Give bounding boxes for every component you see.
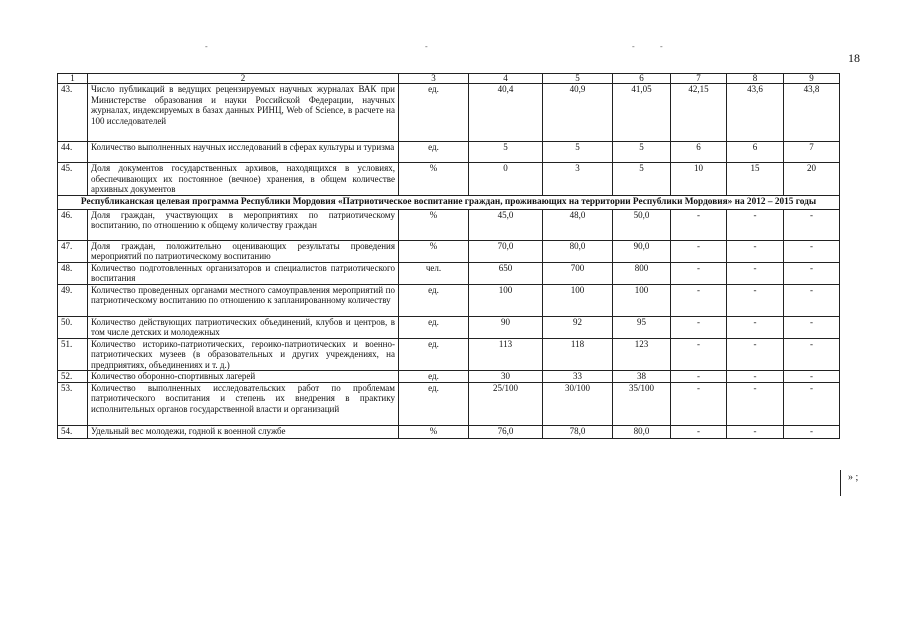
unit-cell: % bbox=[399, 425, 469, 438]
row-number-cell: 53. bbox=[58, 382, 88, 425]
scan-mark: - bbox=[205, 42, 208, 51]
table-row bbox=[58, 262, 840, 284]
unit-cell: ед. bbox=[399, 338, 469, 371]
unit-cell: % bbox=[399, 209, 469, 240]
value-cell: 30/100 bbox=[543, 382, 613, 425]
value-cell: 0 bbox=[469, 163, 543, 196]
row-number-cell: 43. bbox=[58, 84, 88, 142]
value-cell: 5 bbox=[543, 142, 613, 163]
value-cell: 90,0 bbox=[613, 240, 671, 262]
table-row bbox=[58, 84, 840, 142]
value-cell: 40,9 bbox=[543, 84, 613, 142]
value-cell: 5 bbox=[469, 142, 543, 163]
table-row bbox=[58, 371, 840, 383]
unit-cell: ед. bbox=[399, 284, 469, 316]
value-cell: 700 bbox=[543, 262, 613, 284]
indicator-name-cell: Количество выполненных исследовательских работ по проблемам патриотического воспитания и степень их внедрения в практику исполнительных органов государственной власти и организаций bbox=[88, 382, 399, 425]
value-cell: 70,0 bbox=[469, 240, 543, 262]
value-cell: 20 bbox=[784, 163, 840, 196]
row-number-cell: 54. bbox=[58, 425, 88, 438]
table-header-row bbox=[58, 74, 840, 84]
value-cell: 80,0 bbox=[543, 240, 613, 262]
value-cell: - bbox=[784, 284, 840, 316]
row-number-cell: 50. bbox=[58, 316, 88, 338]
value-cell: 118 bbox=[543, 338, 613, 371]
value-cell: 100 bbox=[613, 284, 671, 316]
value-cell: - bbox=[671, 316, 727, 338]
value-cell: - bbox=[671, 371, 727, 383]
value-cell: - bbox=[784, 425, 840, 438]
unit-cell: % bbox=[399, 163, 469, 196]
value-cell: - bbox=[727, 425, 784, 438]
table-row bbox=[58, 163, 840, 196]
program-section-title: Республиканская целевая программа Республики Мордовия «Патриотическое воспитание граждан, проживающих на территории Республики Мордовия» на 2012 – 2015 годы bbox=[58, 195, 840, 209]
value-cell: 33 bbox=[543, 371, 613, 383]
value-cell: 43,8 bbox=[784, 84, 840, 142]
table-row bbox=[58, 142, 840, 163]
value-cell: 123 bbox=[613, 338, 671, 371]
value-cell: 78,0 bbox=[543, 425, 613, 438]
value-cell: 45,0 bbox=[469, 209, 543, 240]
indicator-name-cell: Доля граждан, положительно оценивающих результаты проведения мероприятий по патриотическому воспитанию bbox=[88, 240, 399, 262]
value-cell: 50,0 bbox=[613, 209, 671, 240]
value-cell: 7 bbox=[784, 142, 840, 163]
row-number-cell: 52. bbox=[58, 371, 88, 383]
closing-quote-mark: » ; bbox=[848, 472, 859, 483]
value-cell: 650 bbox=[469, 262, 543, 284]
value-cell: 92 bbox=[543, 316, 613, 338]
column-number-cell: 1 bbox=[58, 74, 88, 84]
value-cell: 6 bbox=[671, 142, 727, 163]
value-cell: - bbox=[727, 338, 784, 371]
row-number-cell: 51. bbox=[58, 338, 88, 371]
indicator-name-cell: Количество выполненных научных исследований в сферах культуры и туризма bbox=[88, 142, 399, 163]
value-cell: - bbox=[671, 425, 727, 438]
row-number-cell: 48. bbox=[58, 262, 88, 284]
value-cell: - bbox=[784, 209, 840, 240]
value-cell: 43,6 bbox=[727, 84, 784, 142]
value-cell: 80,0 bbox=[613, 425, 671, 438]
unit-cell: ед. bbox=[399, 382, 469, 425]
unit-cell: ед. bbox=[399, 316, 469, 338]
value-cell: 95 bbox=[613, 316, 671, 338]
table-row bbox=[58, 316, 840, 338]
value-cell: - bbox=[784, 316, 840, 338]
unit-cell: % bbox=[399, 240, 469, 262]
value-cell: 100 bbox=[469, 284, 543, 316]
value-cell: 10 bbox=[671, 163, 727, 196]
table-row bbox=[58, 382, 840, 425]
value-cell: - bbox=[727, 262, 784, 284]
indicator-name-cell: Количество действующих патриотических объединений, клубов и центров, в том числе детских и молодежных bbox=[88, 316, 399, 338]
value-cell: - bbox=[727, 209, 784, 240]
program-section-row bbox=[58, 195, 840, 209]
value-cell: - bbox=[727, 316, 784, 338]
column-number-cell: 7 bbox=[671, 74, 727, 84]
closing-line bbox=[840, 470, 841, 496]
indicator-name-cell: Доля документов государственных архивов, находящихся в условиях, обеспечивающих их постоянное (вечное) хранения, в общем количестве архивных документов bbox=[88, 163, 399, 196]
value-cell: 30 bbox=[469, 371, 543, 383]
value-cell: 42,15 bbox=[671, 84, 727, 142]
unit-cell: чел. bbox=[399, 262, 469, 284]
column-number-cell: 3 bbox=[399, 74, 469, 84]
indicator-name-cell: Доля граждан, участвующих в мероприятиях по патриотическому воспитанию, по отношению к общему количеству граждан bbox=[88, 209, 399, 240]
row-number-cell: 47. bbox=[58, 240, 88, 262]
value-cell: 100 bbox=[543, 284, 613, 316]
unit-cell: ед. bbox=[399, 84, 469, 142]
unit-cell: ед. bbox=[399, 371, 469, 383]
value-cell: - bbox=[727, 382, 784, 425]
value-cell: 40,4 bbox=[469, 84, 543, 142]
row-number-cell: 46. bbox=[58, 209, 88, 240]
value-cell: 41,05 bbox=[613, 84, 671, 142]
value-cell: - bbox=[784, 240, 840, 262]
value-cell: - bbox=[671, 209, 727, 240]
row-number-cell: 45. bbox=[58, 163, 88, 196]
value-cell: - bbox=[671, 338, 727, 371]
column-number-cell: 2 bbox=[88, 74, 399, 84]
value-cell: 15 bbox=[727, 163, 784, 196]
value-cell: 25/100 bbox=[469, 382, 543, 425]
value-cell: 5 bbox=[613, 163, 671, 196]
value-cell: - bbox=[784, 338, 840, 371]
value-cell: - bbox=[727, 240, 784, 262]
value-cell: - bbox=[727, 371, 784, 383]
value-cell: 6 bbox=[727, 142, 784, 163]
value-cell: - bbox=[784, 382, 840, 425]
value-cell: - bbox=[727, 284, 784, 316]
scan-mark: - bbox=[632, 42, 635, 51]
value-cell: 800 bbox=[613, 262, 671, 284]
table-row bbox=[58, 338, 840, 371]
unit-cell: ед. bbox=[399, 142, 469, 163]
value-cell: - bbox=[671, 382, 727, 425]
value-cell: - bbox=[671, 284, 727, 316]
indicator-name-cell: Количество оборонно-спортивных лагерей bbox=[88, 371, 399, 383]
value-cell: 90 bbox=[469, 316, 543, 338]
value-cell: 3 bbox=[543, 163, 613, 196]
table-row bbox=[58, 425, 840, 438]
value-cell: - bbox=[671, 240, 727, 262]
row-number-cell: 44. bbox=[58, 142, 88, 163]
column-number-cell: 4 bbox=[469, 74, 543, 84]
value-cell: 76,0 bbox=[469, 425, 543, 438]
indicator-name-cell: Количество подготовленных организаторов и специалистов патриотического воспитания bbox=[88, 262, 399, 284]
column-number-cell: 9 bbox=[784, 74, 840, 84]
value-cell: - bbox=[784, 371, 840, 383]
indicator-name-cell: Число публикаций в ведущих рецензируемых научных журналах ВАК при Министерстве образования и науки Российской Федерации, научных журналах, индексируемых в базах данных РИНЦ, Web of Science, в расчете на 100 исследователей bbox=[88, 84, 399, 142]
value-cell: - bbox=[671, 262, 727, 284]
column-number-cell: 8 bbox=[727, 74, 784, 84]
scan-mark: - bbox=[425, 42, 428, 51]
indicators-table bbox=[57, 73, 840, 439]
value-cell: 5 bbox=[613, 142, 671, 163]
row-number-cell: 49. bbox=[58, 284, 88, 316]
indicator-name-cell: Количество историко-патриотических, героико-патриотических и военно-патриотических музеев (в образовательных и других учреждениях, на предприятиях, объединениях и т. д.) bbox=[88, 338, 399, 371]
column-number-cell: 5 bbox=[543, 74, 613, 84]
value-cell: 48,0 bbox=[543, 209, 613, 240]
table-row bbox=[58, 284, 840, 316]
value-cell: 35/100 bbox=[613, 382, 671, 425]
table-row bbox=[58, 209, 840, 240]
value-cell: 38 bbox=[613, 371, 671, 383]
indicator-name-cell: Количество проведенных органами местного самоуправления мероприятий по патриотическому воспитанию по отношению к запланированному количеству bbox=[88, 284, 399, 316]
page-number: 18 bbox=[848, 51, 860, 65]
value-cell: 113 bbox=[469, 338, 543, 371]
scan-mark: - bbox=[660, 42, 663, 51]
value-cell: - bbox=[784, 262, 840, 284]
indicator-name-cell: Удельный вес молодежи, годной к военной службе bbox=[88, 425, 399, 438]
column-number-cell: 6 bbox=[613, 74, 671, 84]
table-row bbox=[58, 240, 840, 262]
